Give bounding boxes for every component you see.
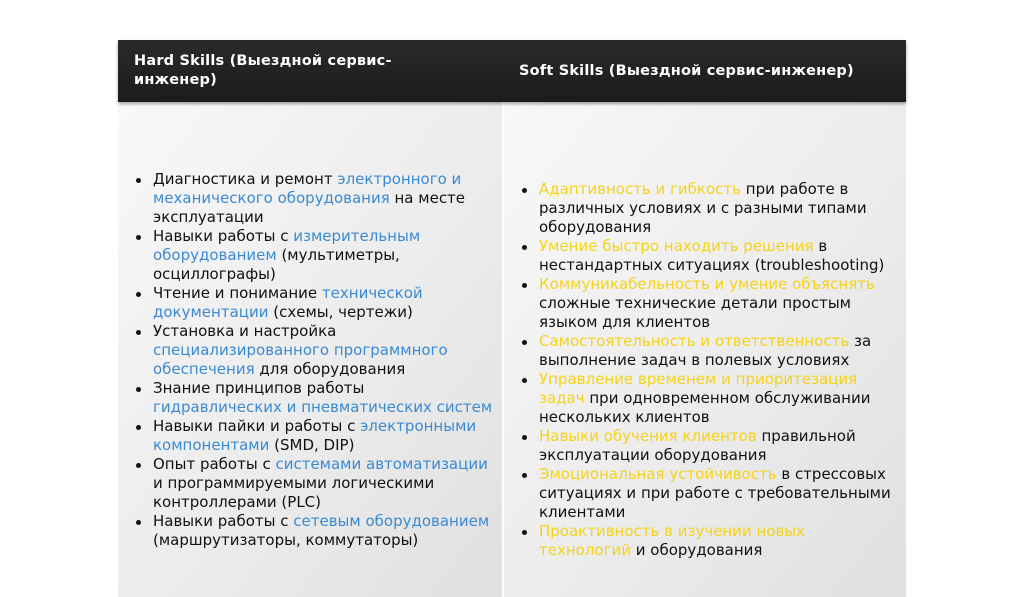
list-item	[134, 227, 496, 284]
skills-table	[118, 40, 906, 597]
list-item	[134, 170, 496, 227]
list-item	[134, 417, 496, 455]
skill-text: на месте эксплуатации	[153, 189, 466, 226]
skill-highlight: Проактивность в изучении новых технологий	[539, 522, 806, 559]
skill-text: Чтение и понимание	[153, 284, 322, 302]
skill-text: Навыки пайки и работы с	[153, 417, 361, 435]
skill-highlight: системами автоматизации	[275, 455, 488, 473]
hard-skills-column	[118, 102, 502, 597]
skill-text: Знание принципов работы	[153, 379, 365, 397]
list-item	[520, 275, 900, 332]
skill-text: при одновременном обслуживании нескольких клиентов	[539, 389, 871, 426]
skill-text: и оборудования	[630, 541, 763, 559]
skill-highlight: Умение быстро находить решения	[539, 237, 814, 255]
list-item	[520, 465, 900, 522]
soft-skills-heading: Soft Skills (Выездной сервис-инженер)	[519, 62, 854, 79]
skill-text: для оборудования	[254, 360, 406, 378]
skill-highlight: специализированного программного обеспечения	[153, 341, 448, 378]
skill-text: Установка и настройка	[153, 322, 337, 340]
list-item	[134, 322, 496, 379]
skill-text: Опыт работы с	[153, 455, 276, 473]
soft-skills-column	[504, 102, 906, 597]
skill-text: в нестандартных ситуациях (troubleshooting)	[539, 237, 885, 274]
skill-highlight: Самостоятельность и ответственность	[539, 332, 850, 350]
list-item	[134, 379, 496, 417]
skill-highlight: Эмоциональная устойчивость	[539, 465, 777, 483]
list-item	[520, 180, 900, 237]
list-item	[134, 455, 496, 512]
soft-skills-list	[520, 180, 900, 560]
skill-highlight: электронными компонентами	[153, 417, 477, 454]
skill-highlight: электронного и механического оборудования	[153, 170, 462, 207]
skill-highlight: Коммуникабельность и умение объяснять	[539, 275, 875, 293]
list-item	[520, 522, 900, 560]
skill-text: (SMD, DIP)	[269, 436, 355, 454]
skill-highlight: технической документации	[153, 284, 423, 321]
skill-text: Диагностика и ремонт	[153, 170, 338, 188]
table-header	[118, 40, 906, 102]
list-item	[134, 284, 496, 322]
skill-text: Навыки работы с	[153, 512, 294, 530]
list-item	[520, 332, 900, 370]
skill-text: и программируемыми логическими контроллерами (PLC)	[153, 474, 435, 511]
list-item	[520, 427, 900, 465]
skill-text: за выполнение задач в полевых условиях	[539, 332, 872, 369]
hard-skills-list	[134, 170, 496, 550]
hard-skills-heading: Hard Skills (Выездной сервис-инженер)	[134, 53, 392, 88]
skill-highlight: гидравлических и пневматических систем	[153, 398, 493, 416]
skill-highlight: Управление временем и приоритезация задач	[539, 370, 858, 407]
skill-highlight: измерительным оборудованием	[153, 227, 421, 264]
skill-text: (маршрутизаторы, коммутаторы)	[153, 531, 419, 549]
list-item	[520, 237, 900, 275]
skill-highlight: сетевым оборудованием	[293, 512, 490, 530]
skill-text: сложные технические детали простым языком для клиентов	[539, 294, 851, 331]
skill-text: в стрессовых ситуациях и при работе с требовательными клиентами	[539, 465, 891, 521]
skill-highlight: Адаптивность и гибкость	[539, 180, 741, 198]
list-item	[520, 370, 900, 427]
skill-text: Навыки работы с	[153, 227, 294, 245]
skill-text: при работе в различных условиях и с разными типами оборудования	[539, 180, 867, 236]
skill-highlight: Навыки обучения клиентов	[539, 427, 757, 445]
list-item	[134, 512, 496, 550]
skill-text: правильной эксплуатации оборудования	[539, 427, 856, 464]
skill-text: (схемы, чертежи)	[268, 303, 413, 321]
skill-text: (мультиметры, осциллографы)	[153, 246, 400, 283]
